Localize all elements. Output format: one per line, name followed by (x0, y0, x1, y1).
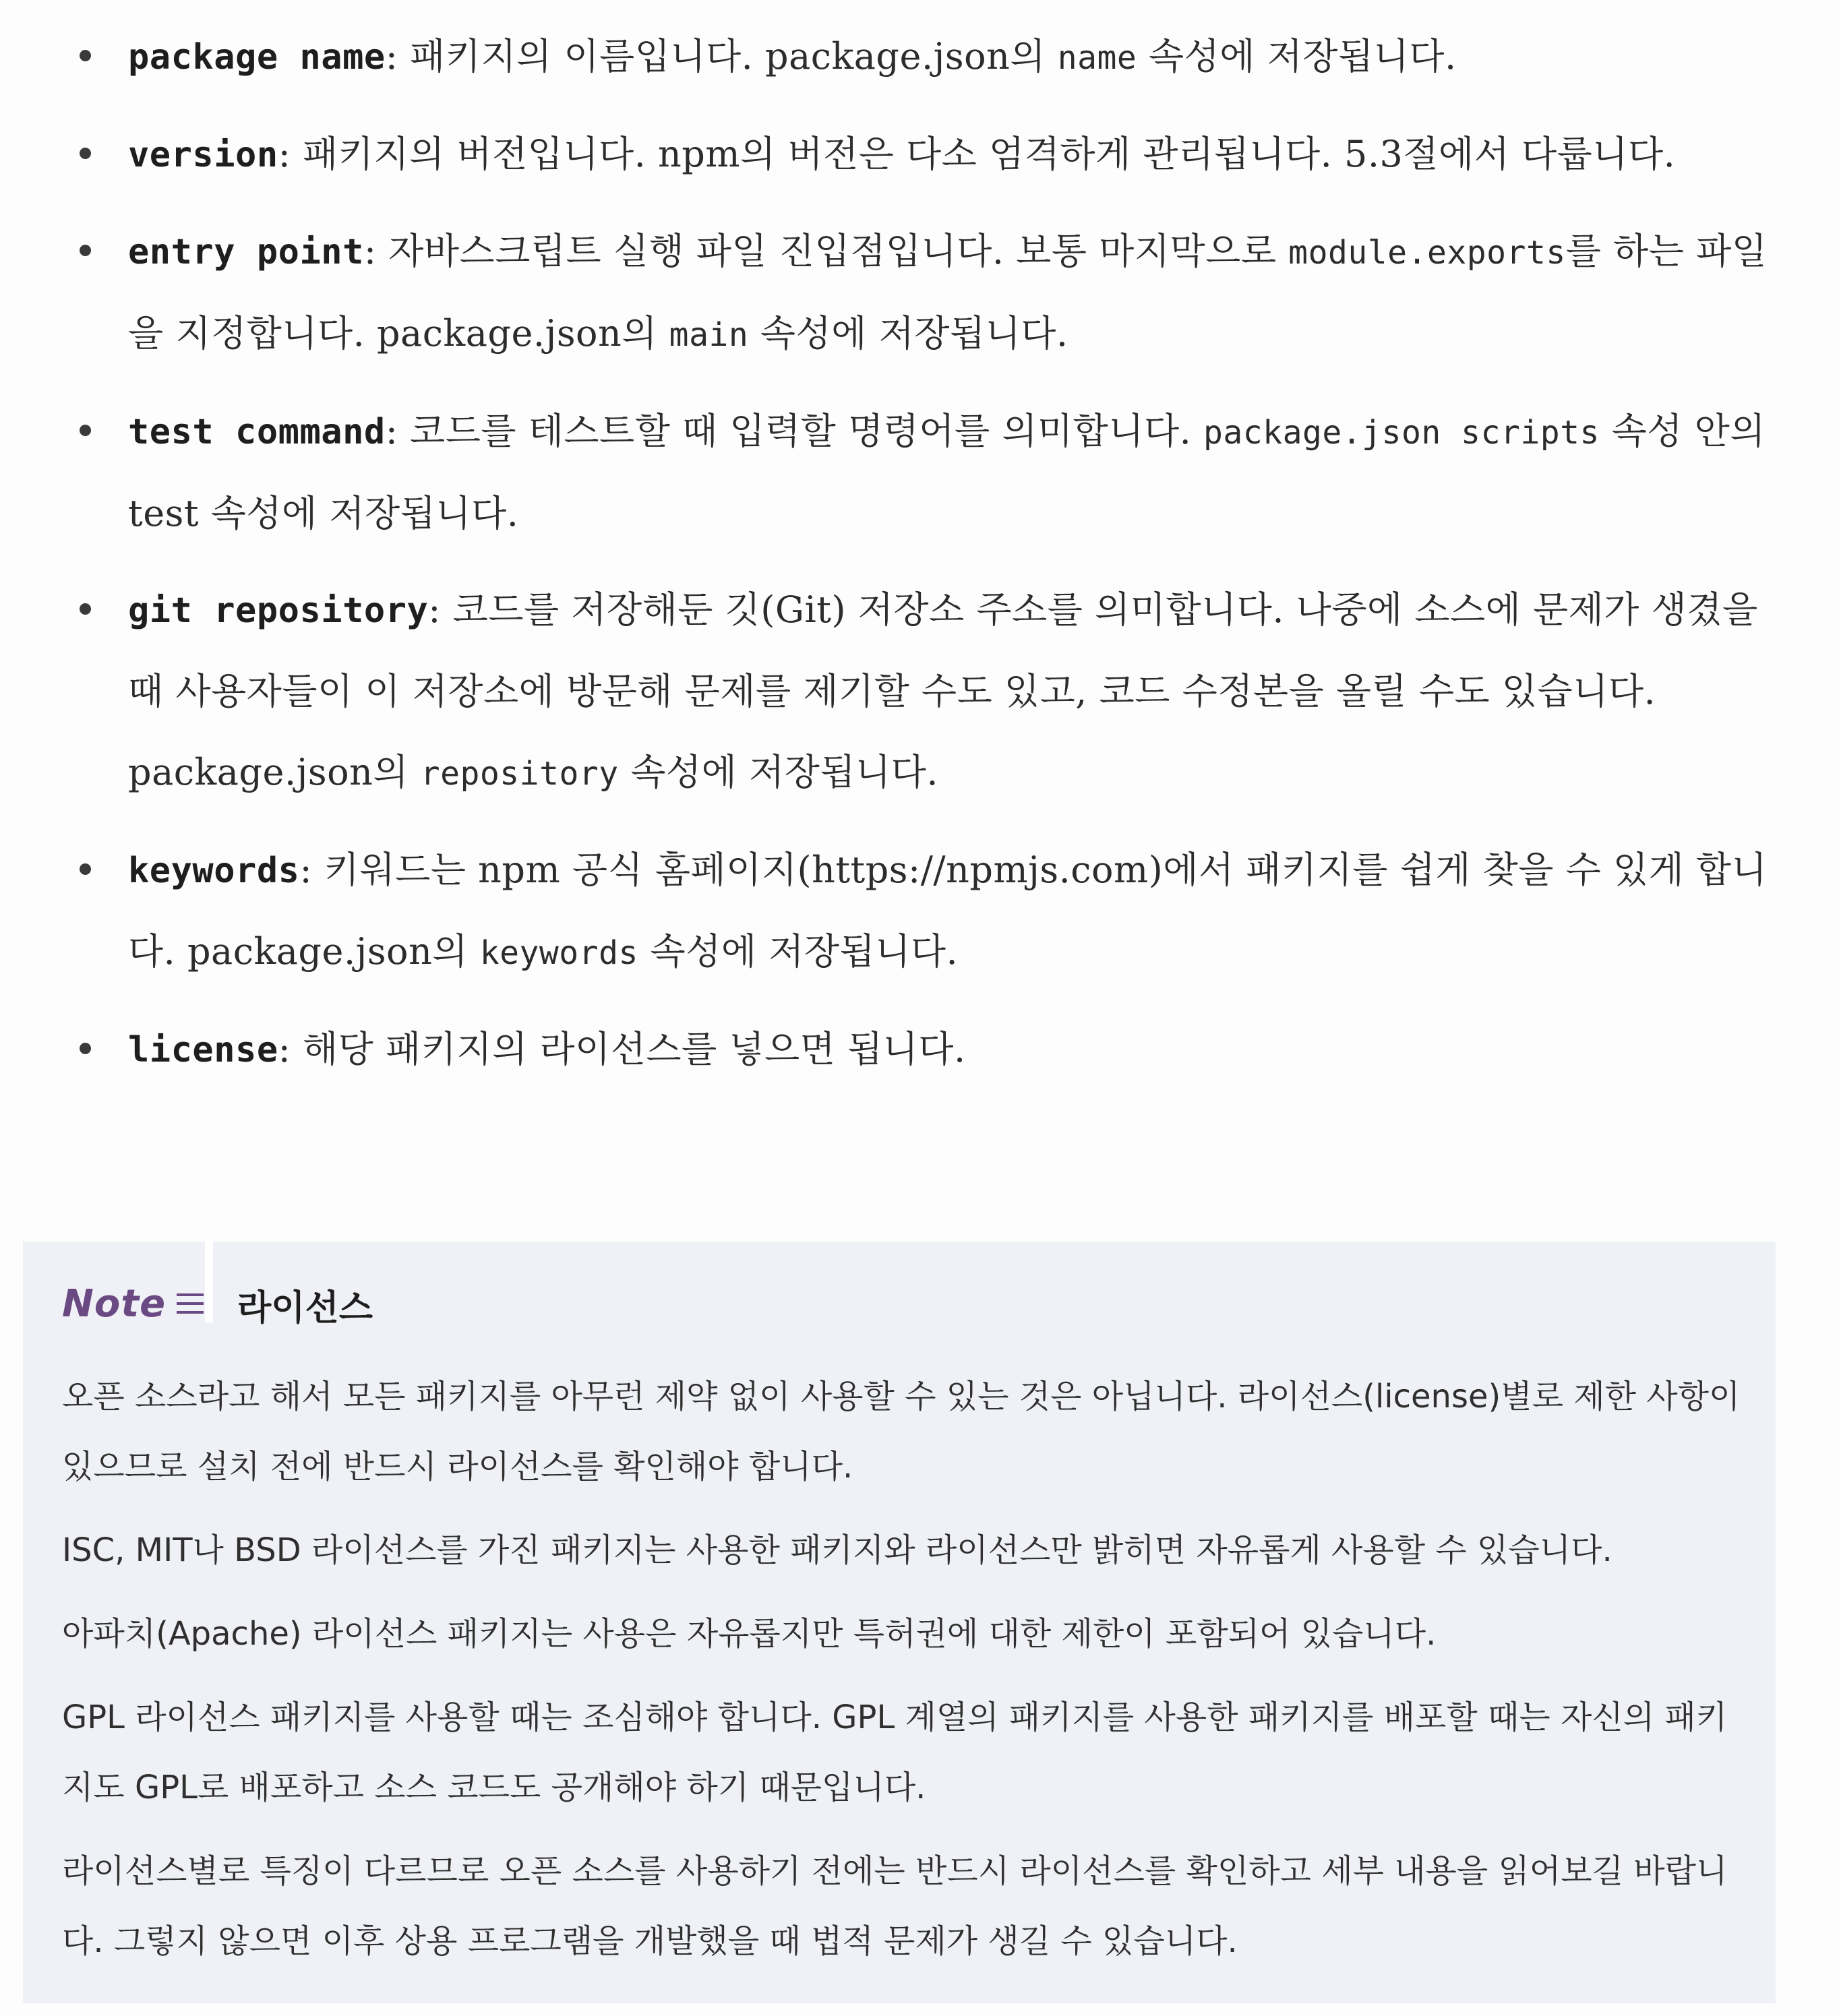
bullet-dot-icon (80, 863, 91, 875)
note-paragraph: 아파치(Apache) 라이선스 패키지는 사용은 자유롭지만 특허권에 대한 제한이 포함되어 있습니다. (62, 1615, 1437, 1653)
note-paragraph: GPL 라이선스 패키지를 사용할 때는 조심해야 합니다. GPL 계열의 패키지를 사용한 패키지를 배포할 때는 자신의 패키지도 GPL로 배포하고 소스 코드도 공개해야 하기 때문입니다. (62, 1699, 1728, 1806)
description-text: : 패키지의 이름입니다. package.json의 (385, 35, 1058, 78)
field-term: version (128, 135, 278, 175)
description-text: : 패키지의 버전입니다. npm의 버전은 다소 엄격하게 관리됩니다. 5.3절에서 다룹니다. (278, 133, 1676, 175)
field-term: keywords (128, 851, 300, 891)
description-text: 를 하는 파일을 지정합니다. package.json의 (128, 230, 1768, 355)
bullet-dot-icon (80, 425, 91, 436)
field-description-list (80, 16, 1778, 1106)
note-title: 라이선스 (237, 1288, 373, 1328)
note-body (62, 1362, 1747, 1990)
list-item (80, 830, 1778, 994)
note-paragraph: ISC, MIT나 BSD 라이선스를 가진 패키지는 사용한 패키지와 라이선스만 밝히면 자유롭게 사용할 수 있습니다. (62, 1531, 1612, 1569)
list-item (80, 16, 1778, 98)
description-text: 속성 안의 test 속성에 저장됩니다. (128, 410, 1766, 534)
bullet-dot-icon (80, 148, 91, 159)
description-text: 속성에 저장됩니다. (638, 930, 959, 973)
bullet-dot-icon (80, 50, 91, 61)
list-item (80, 570, 1778, 814)
description-text: : 해당 패키지의 라이선스를 넣으면 됩니다. (278, 1028, 966, 1070)
note-header-divider (205, 1242, 213, 1322)
inline-code: repository (420, 755, 619, 793)
description-text: : 자바스크립트 실행 파일 진입점입니다. 보통 마지막으로 (363, 230, 1289, 272)
description-text: : 키워드는 npm 공식 홈페이지(https://npmjs.com)에서 패키지를 쉽게 찾을 수 있게 합니다. package.json의 (128, 849, 1768, 973)
inline-code: name (1057, 39, 1137, 77)
inline-code: main (669, 316, 749, 354)
inline-code: module.exports (1288, 234, 1566, 272)
inline-code: package.json scripts (1203, 414, 1600, 452)
description-text: 속성에 저장됩니다. (748, 312, 1068, 355)
list-item (80, 1009, 1778, 1091)
note-paragraph: 라이선스별로 특징이 다르므로 오픈 소스를 사용하기 전에는 반드시 라이선스를 확인하고 세부 내용을 읽어보길 바랍니다. 그렇지 않으면 이후 상용 프로그램을 개발했을 때 법적 문제가 생길 수 있습니다. (62, 1852, 1728, 1960)
list-item (80, 114, 1778, 195)
field-term: entry point (128, 232, 364, 272)
description-text: 속성에 저장됩니다. (618, 751, 938, 793)
note-box (23, 1242, 1776, 2003)
note-header (62, 1277, 204, 1331)
field-term: git repository (128, 590, 429, 631)
description-text: : 코드를 저장해둔 깃(Git) 저장소 주소를 의미합니다. 나중에 소스에 문제가 생겼을 때 사용자들이 이 저장소에 방문해 문제를 제기할 수도 있고, 코드 수정본을 올릴 수도 있습니다. package.json의 (128, 588, 1758, 793)
note-paragraph: 오픈 소스라고 해서 모든 패키지를 아무런 제약 없이 사용할 수 있는 것은 아닙니다. 라이선스(license)별로 제한 사항이 있으므로 설치 전에 반드시 라이선스를 확인해야 합니다. (62, 1378, 1741, 1486)
list-item (80, 391, 1778, 554)
description-text: : 코드를 테스트할 때 입력할 명령어를 의미합니다. (385, 410, 1203, 452)
field-term: license (128, 1030, 278, 1070)
field-term: package name (128, 37, 386, 78)
bullet-dot-icon (80, 1043, 91, 1054)
description-text: 속성에 저장됩니다. (1137, 35, 1457, 78)
field-term: test command (128, 412, 386, 452)
bullet-dot-icon (80, 603, 91, 615)
note-tag: Note (62, 1281, 167, 1326)
bullet-dot-icon (80, 245, 91, 256)
note-lines-icon (177, 1293, 204, 1314)
inline-code: keywords (479, 934, 638, 972)
list-item (80, 211, 1778, 375)
